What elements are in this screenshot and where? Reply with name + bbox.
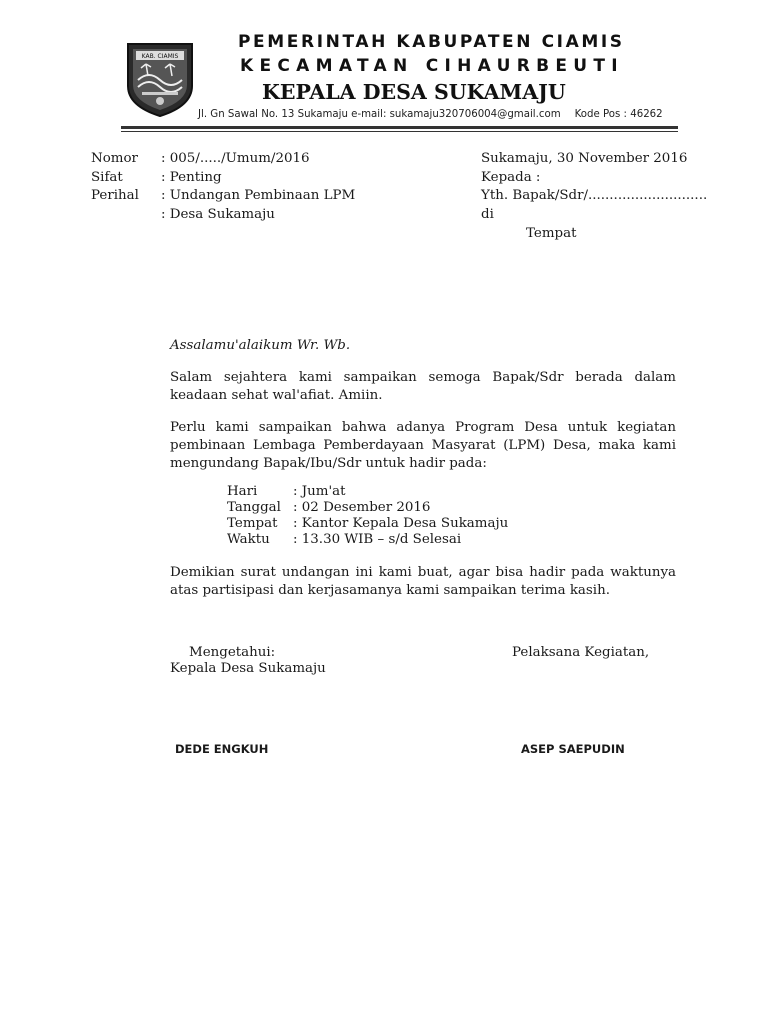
paragraph-1: Salam sejahtera kami sampaikan semoga Bapak/Sdr berada dalam keadaan sehat wal'afiat. Amiin. (170, 370, 676, 403)
detail-label-tempat: Tempat (227, 516, 278, 531)
meta-value-nomor: : 005/...../Umum/2016 (161, 151, 310, 166)
meta-value-perihal: : Undangan Pembinaan LPM (161, 188, 356, 203)
mengetahui-label: Mengetahui: (189, 645, 276, 660)
detail-label-waktu: Waktu (227, 532, 270, 547)
greeting: Assalamu'alaikum Wr. Wb. (170, 338, 351, 353)
village-head-signature-title: Kepala Desa Sukamaju (170, 661, 326, 676)
address-line (198, 109, 663, 120)
paragraph-2: Perlu kami sampaikan bahwa adanya Program Desa untuk kegiatan pembinaan Lembaga Pemberdayaan Masyarat (LPM) Desa, maka kami mengundang Bapak/Ibu/Sdr untuk hadir pada: (170, 420, 676, 471)
detail-value-tempat: : Kantor Kepala Desa Sukamaju (293, 516, 509, 531)
detail-label-hari: Hari (227, 484, 258, 499)
recipient-line: Yth. Bapak/Sdr/............................ (481, 188, 708, 203)
di-label: di (481, 207, 494, 222)
detail-value-hari: : Jum'at (293, 484, 346, 499)
place-date: Sukamaju, 30 November 2016 (481, 151, 688, 166)
organizer-signature-title: Pelaksana Kegiatan, (512, 645, 650, 660)
meta-label-perihal: Perihal (91, 188, 139, 203)
kecamatan-title: KECAMATAN CIHAURBEUTI (240, 56, 624, 76)
header-rule-thin (121, 131, 678, 132)
detail-value-tanggal: : 02 Desember 2016 (293, 500, 431, 515)
village-head-title: KEPALA DESA SUKAMAJU (262, 80, 566, 104)
tempat-label: Tempat (526, 226, 577, 241)
kepada-label: Kepada : (481, 170, 541, 185)
address-text: Jl. Gn Sawal No. 13 Sukamaju e-mail: sukamaju320706004@gmail.com (198, 109, 561, 120)
meta-value-perihal-cont: : Desa Sukamaju (161, 207, 275, 222)
meta-value-sifat: : Penting (161, 170, 222, 185)
postal-code: Kode Pos : 46262 (574, 109, 663, 120)
detail-label-tanggal: Tanggal (227, 500, 281, 515)
meta-label-nomor: Nomor (91, 151, 138, 166)
government-title: PEMERINTAH KABUPATEN CIAMIS (238, 32, 625, 52)
meta-label-sifat: Sifat (91, 170, 123, 185)
signatory-name-left: DEDE ENGKUH (175, 742, 269, 756)
ciamis-regency-logo (124, 40, 196, 118)
logo-text: KAB. CIAMIS (141, 53, 179, 60)
paragraph-3: Demikian surat undangan ini kami buat, agar bisa hadir pada waktunya atas partisipasi dan kerjasamanya kami sampaikan terima kasih. (170, 565, 676, 598)
detail-value-waktu: : 13.30 WIB – s/d Selesai (293, 532, 462, 547)
header-rule-thick (121, 126, 678, 129)
signatory-name-right: ASEP SAEPUDIN (521, 742, 625, 756)
